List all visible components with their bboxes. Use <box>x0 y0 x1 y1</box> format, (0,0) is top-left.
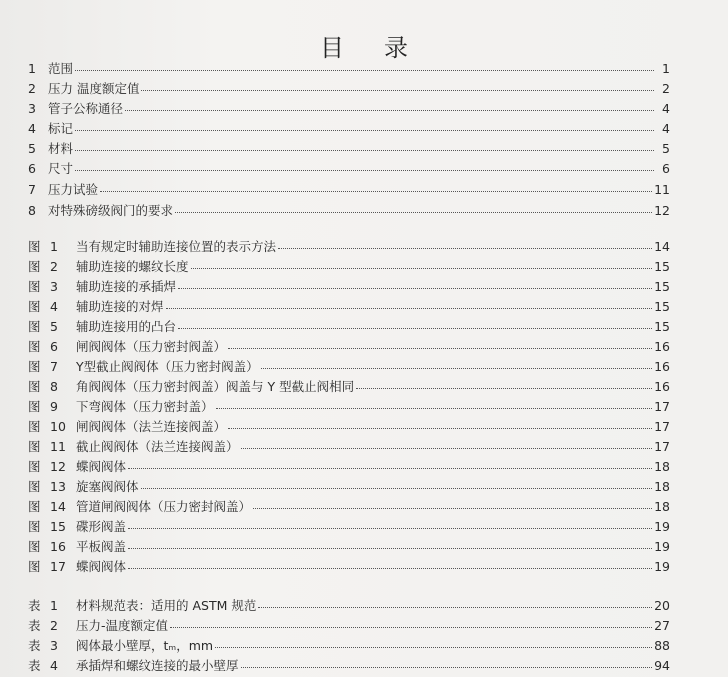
entry-prefix: 表 <box>28 638 41 653</box>
entry-label: 下弯阀体（压力密封盖） <box>76 399 214 414</box>
entry-label: 蝶阀阀体 <box>76 459 127 474</box>
entry-page: 16 <box>654 379 670 394</box>
toc-entry-figure[interactable] <box>28 458 670 476</box>
toc-entry-section[interactable] <box>28 181 670 199</box>
dot-leader <box>191 258 653 269</box>
dot-leader <box>141 478 653 489</box>
entry-page: 19 <box>654 519 670 534</box>
entry-label: 管道闸阀阀体（压力密封阀盖） <box>76 499 252 514</box>
entry-page: 94 <box>654 658 670 673</box>
entry-page: 20 <box>654 598 670 613</box>
toc-entry-table[interactable] <box>28 657 670 675</box>
entry-label: 当有规定时辅助连接位置的表示方法 <box>76 239 277 254</box>
entry-number: 7 <box>50 359 58 374</box>
entry-number: 14 <box>50 499 66 514</box>
dot-leader <box>125 100 654 111</box>
entry-page: 4 <box>662 121 670 136</box>
entry-number: 2 <box>28 81 36 96</box>
entry-label: 对特殊磅级阀门的要求 <box>48 203 174 218</box>
entry-prefix: 图 <box>28 399 41 414</box>
entry-page: 15 <box>654 319 670 334</box>
toc-entry-figure[interactable] <box>28 538 670 556</box>
toc-entry-figure[interactable] <box>28 398 670 416</box>
entry-label: 蝶阀阀体 <box>76 559 127 574</box>
entry-number: 15 <box>50 519 66 534</box>
entry-page: 1 <box>662 61 670 76</box>
entry-page: 2 <box>662 81 670 96</box>
dot-leader <box>356 378 652 389</box>
dot-leader <box>128 558 652 569</box>
entry-number: 2 <box>50 259 58 274</box>
dot-leader <box>215 637 652 648</box>
entry-page: 18 <box>654 499 670 514</box>
entry-prefix: 图 <box>28 279 41 294</box>
entry-number: 5 <box>50 319 58 334</box>
entry-page: 16 <box>654 359 670 374</box>
dot-leader <box>75 140 654 151</box>
entry-label: 辅助连接用的凸台 <box>76 319 177 334</box>
entry-prefix: 图 <box>28 339 41 354</box>
page-title: 目 录 <box>320 34 408 62</box>
dot-leader <box>216 398 653 409</box>
entry-prefix: 图 <box>28 299 41 314</box>
toc-entry-table[interactable] <box>28 637 670 655</box>
toc-entry-figure[interactable] <box>28 278 670 296</box>
entry-prefix: 图 <box>28 499 41 514</box>
entry-page: 11 <box>654 182 670 197</box>
entry-label: 平板阀盖 <box>76 539 127 554</box>
entry-number: 11 <box>50 439 66 454</box>
entry-number: 1 <box>28 61 36 76</box>
dot-leader <box>175 202 652 213</box>
entry-page: 19 <box>654 559 670 574</box>
dot-leader <box>75 60 654 71</box>
dot-leader <box>128 458 652 469</box>
toc-entry-section[interactable] <box>28 202 670 220</box>
toc-entry-figure[interactable] <box>28 318 670 336</box>
entry-page: 15 <box>654 299 670 314</box>
entry-prefix: 图 <box>28 379 41 394</box>
entry-prefix: 图 <box>28 259 41 274</box>
entry-page: 18 <box>654 459 670 474</box>
toc-entry-section[interactable] <box>28 120 670 138</box>
entry-prefix: 图 <box>28 439 41 454</box>
toc-entry-figure[interactable] <box>28 238 670 256</box>
entry-label: 截止阀阀体（法兰连接阀盖） <box>76 439 239 454</box>
toc-entry-figure[interactable] <box>28 478 670 496</box>
entry-page: 17 <box>654 439 670 454</box>
toc-entry-figure[interactable] <box>28 298 670 316</box>
entry-prefix: 表 <box>28 658 41 673</box>
dot-leader <box>128 518 652 529</box>
entry-number: 2 <box>50 618 58 633</box>
entry-number: 6 <box>28 161 36 176</box>
entry-number: 12 <box>50 459 66 474</box>
dot-leader <box>100 181 652 192</box>
entry-number: 3 <box>50 279 58 294</box>
entry-label: 碟形阀盖 <box>76 519 127 534</box>
entry-number: 1 <box>50 598 58 613</box>
entry-number: 3 <box>28 101 36 116</box>
entry-number: 8 <box>50 379 58 394</box>
toc-entry-figure[interactable] <box>28 418 670 436</box>
entry-prefix: 图 <box>28 319 41 334</box>
toc-entry-figure[interactable] <box>28 518 670 536</box>
dot-leader <box>261 358 652 369</box>
dot-leader <box>141 80 654 91</box>
entry-label: 承插焊和螺纹连接的最小壁厚 <box>76 658 239 673</box>
entry-label: 压力 温度额定值 <box>48 81 140 96</box>
entry-page: 14 <box>654 239 670 254</box>
entry-label: 闸阀阀体（压力密封阀盖） <box>76 339 227 354</box>
toc-entry-figure[interactable] <box>28 258 670 276</box>
entry-prefix: 图 <box>28 419 41 434</box>
toc-entry-section[interactable] <box>28 100 670 118</box>
entry-number: 3 <box>50 638 58 653</box>
dot-leader <box>241 438 653 449</box>
dot-leader <box>253 498 652 509</box>
entry-page: 88 <box>654 638 670 653</box>
entry-page: 15 <box>654 279 670 294</box>
toc-entry-section[interactable] <box>28 60 670 78</box>
entry-number: 4 <box>50 658 58 673</box>
dot-leader <box>170 617 652 628</box>
dot-leader <box>178 318 652 329</box>
dot-leader <box>258 597 652 608</box>
dot-leader <box>228 418 652 429</box>
entry-label: 辅助连接的螺纹长度 <box>76 259 189 274</box>
entry-page: 17 <box>654 419 670 434</box>
entry-label: Y型截止阀阀体（压力密封阀盖） <box>76 359 259 374</box>
toc-entry-section[interactable] <box>28 80 670 98</box>
toc-entry-figure[interactable] <box>28 358 670 376</box>
entry-label: 阀体最小壁厚，tₘ，mm <box>76 638 214 653</box>
toc-entry-table[interactable] <box>28 597 670 615</box>
entry-page: 4 <box>662 101 670 116</box>
entry-page: 18 <box>654 479 670 494</box>
toc-entry-section[interactable] <box>28 140 670 158</box>
entry-number: 7 <box>28 182 36 197</box>
dot-leader <box>75 160 654 171</box>
entry-label: 材料规范表：适用的 ASTM 规范 <box>76 598 257 613</box>
entry-label: 材料 <box>48 141 74 156</box>
entry-label: 标记 <box>48 121 74 136</box>
entry-number: 5 <box>28 141 36 156</box>
entry-prefix: 图 <box>28 459 41 474</box>
toc-entry-figure[interactable] <box>28 438 670 456</box>
entry-label: 管子公称通径 <box>48 101 124 116</box>
entry-prefix: 图 <box>28 479 41 494</box>
entry-number: 4 <box>50 299 58 314</box>
entry-prefix: 表 <box>28 598 41 613</box>
entry-prefix: 图 <box>28 559 41 574</box>
toc-entry-figure[interactable] <box>28 378 670 396</box>
entry-label: 范围 <box>48 61 74 76</box>
entry-number: 8 <box>28 203 36 218</box>
toc-entry-figure[interactable] <box>28 498 670 516</box>
entry-number: 10 <box>50 419 66 434</box>
entry-number: 4 <box>28 121 36 136</box>
entry-prefix: 图 <box>28 239 41 254</box>
entry-page: 6 <box>662 161 670 176</box>
dot-leader <box>128 538 652 549</box>
entry-page: 16 <box>654 339 670 354</box>
entry-prefix: 图 <box>28 359 41 374</box>
dot-leader <box>228 338 652 349</box>
dot-leader <box>166 298 653 309</box>
toc-entry-figure[interactable] <box>28 338 670 356</box>
entry-page: 19 <box>654 539 670 554</box>
dot-leader <box>75 120 654 131</box>
entry-number: 13 <box>50 479 66 494</box>
entry-label: 压力试验 <box>48 182 99 197</box>
entry-page: 5 <box>662 141 670 156</box>
entry-label: 角阀阀体（压力密封阀盖）阀盖与 Y 型截止阀相同 <box>76 379 355 394</box>
entry-page: 12 <box>654 203 670 218</box>
dot-leader <box>241 657 653 668</box>
entry-prefix: 图 <box>28 539 41 554</box>
entry-label: 辅助连接的对焊 <box>76 299 164 314</box>
entry-label: 压力-温度额定值 <box>76 618 169 633</box>
entry-number: 9 <box>50 399 58 414</box>
entry-page: 17 <box>654 399 670 414</box>
entry-number: 6 <box>50 339 58 354</box>
dot-leader <box>178 278 652 289</box>
dot-leader <box>278 238 652 249</box>
entry-prefix: 表 <box>28 618 41 633</box>
entry-label: 辅助连接的承插焊 <box>76 279 177 294</box>
entry-page: 27 <box>654 618 670 633</box>
entry-label: 尺寸 <box>48 161 74 176</box>
entry-number: 1 <box>50 239 58 254</box>
toc-entry-figure[interactable] <box>28 558 670 576</box>
entry-prefix: 图 <box>28 519 41 534</box>
entry-label: 旋塞阀阀体 <box>76 479 139 494</box>
entry-label: 闸阀阀体（法兰连接阀盖） <box>76 419 227 434</box>
entry-page: 15 <box>654 259 670 274</box>
toc-entry-section[interactable] <box>28 160 670 178</box>
entry-number: 16 <box>50 539 66 554</box>
toc-entry-table[interactable] <box>28 617 670 635</box>
entry-number: 17 <box>50 559 66 574</box>
